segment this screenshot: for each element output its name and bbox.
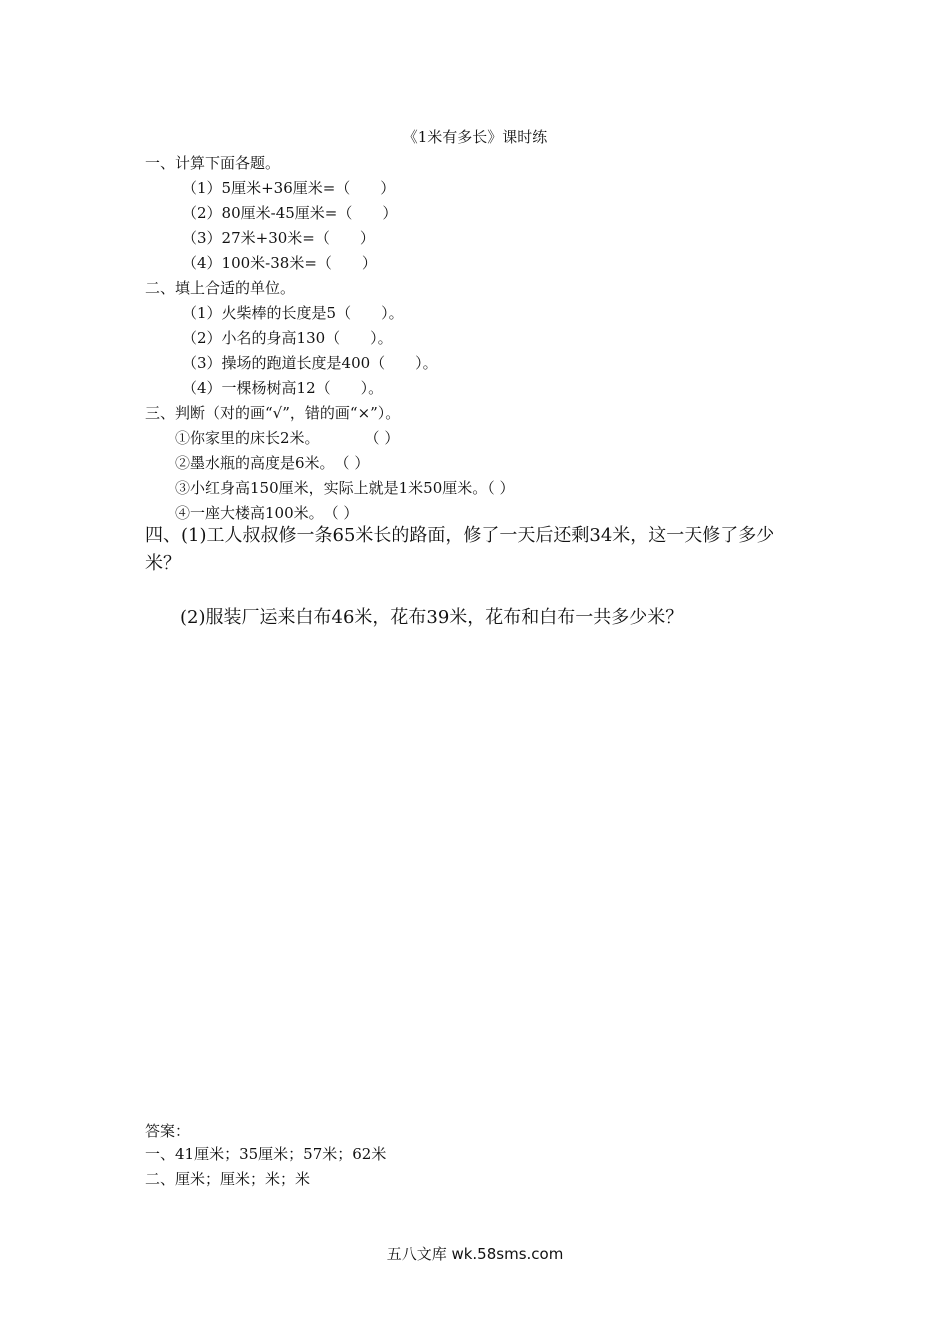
answers-line-2: 二、厘米；厘米；米；米 (145, 1170, 311, 1188)
section1-heading: 一、计算下面各题。 (145, 154, 281, 172)
section1-item-3: （3）27米+30米=（ ） (182, 229, 375, 247)
answers-heading: 答案： (145, 1122, 191, 1140)
section1-item-2: （2）80厘米-45厘米=（ ） (182, 204, 398, 222)
section3-heading: 三、判断（对的画“√”，错的画“×”）。 (145, 404, 401, 422)
section1-item-1: （1）5厘米+36厘米=（ ） (182, 179, 396, 197)
section2-heading: 二、填上合适的单位。 (145, 279, 296, 297)
section4-question-1: 四、(1)工人叔叔修一条65米长的路面，修了一天后还剩34米，这一天修了多少米？ (145, 525, 775, 574)
answers-line-1: 一、41厘米；35厘米；57米；62米 (145, 1145, 387, 1163)
section1-item-4: （4）100米-38米=（ ） (182, 254, 377, 272)
section2-item-4: （4）一棵杨树高12（ ）。 (182, 379, 384, 397)
footer-watermark: 五八文库 wk.58sms.com (386, 1245, 564, 1263)
section3-item-2: ②墨水瓶的高度是6米。 （ ） (175, 454, 370, 472)
page-title: 《1米有多长》课时练 (402, 128, 548, 146)
section3-item-1: ①你家里的床长2米。 （ ） (175, 429, 400, 447)
section3-item-3: ③小红身高150厘米，实际上就是1米50厘米。（ ） (175, 479, 515, 497)
section2-item-1: （1）火柴棒的长度是5（ ）。 (182, 304, 404, 322)
section4-question-2: (2)服装厂运来白布46米，花布39米，花布和白布一共多少米？ (180, 607, 684, 628)
section2-item-3: （3）操场的跑道长度是400（ ）。 (182, 354, 438, 372)
section2-item-2: （2）小名的身高130（ ）。 (182, 329, 393, 347)
section3-item-4: ④一座大楼高100米。 （ ） (175, 504, 359, 522)
